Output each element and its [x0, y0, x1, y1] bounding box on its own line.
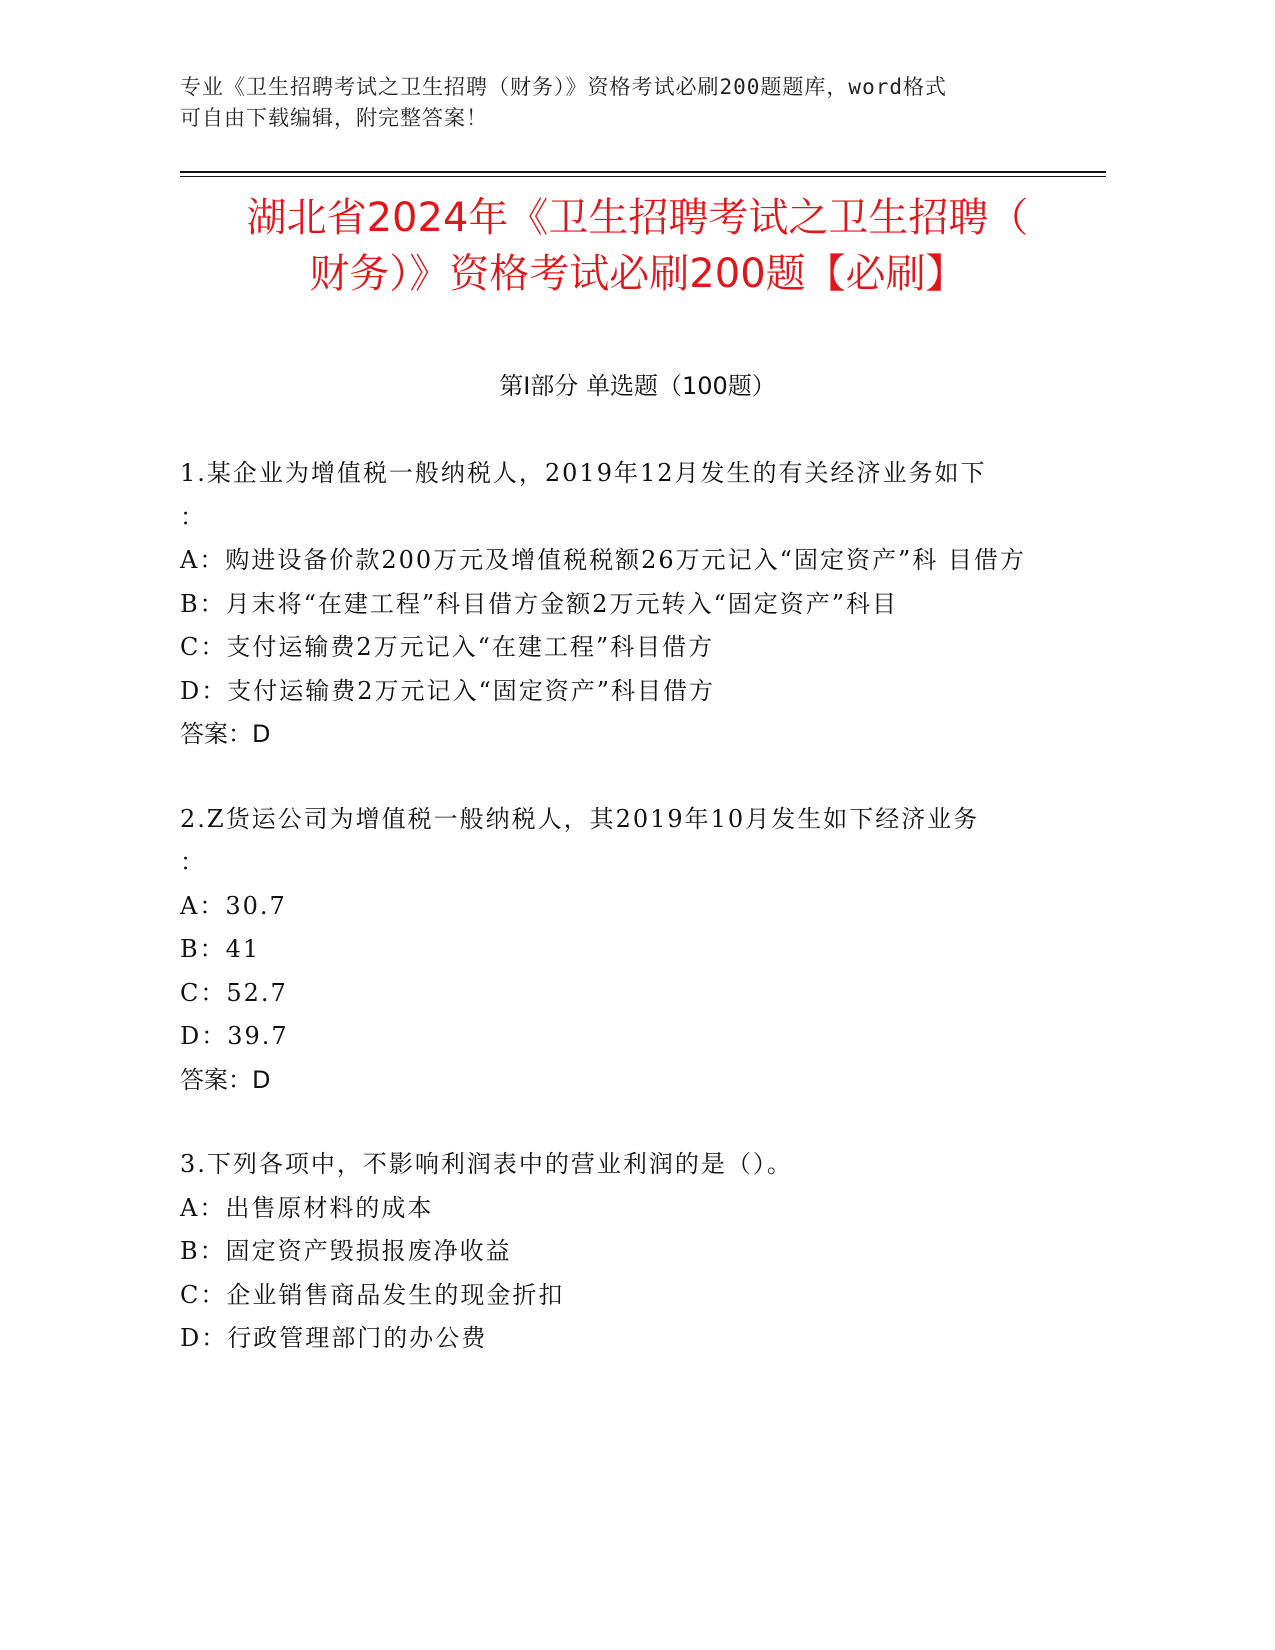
question-stem-line-2: ： — [180, 848, 206, 876]
header-divider-thick — [180, 171, 1106, 173]
document-title-line-2: 财务）》资格考试必刷200题【必刷】 — [309, 251, 966, 297]
question-stem — [180, 452, 1060, 539]
question-2 — [180, 798, 1060, 1103]
option-b: B：月末将“在建工程”科目借方金额2万元转入“固定资产”科目 — [180, 589, 898, 618]
header-note-line-1: 专业《卫生招聘考试之卫生招聘（财务）》资格考试必刷200题题库，word格式 — [180, 75, 947, 99]
question-1 — [180, 452, 1060, 757]
option-c: C：52.7 — [180, 978, 288, 1007]
question-3 — [180, 1143, 1060, 1361]
option-b: B：固定资产毁损报废净收益 — [180, 1237, 512, 1265]
option-a — [180, 539, 1060, 583]
question-stem-line-1: 1.某企业为增值税一般纳税人，2019年12月发生的有关经济业务如下 — [180, 459, 987, 487]
question-list — [180, 452, 1060, 1402]
option-b: B：41 — [180, 935, 261, 963]
option-c: C：企业销售商品发生的现金折扣 — [180, 1280, 565, 1309]
document-title — [160, 190, 1115, 302]
header-divider-thin — [180, 176, 1106, 177]
option-a: A：30.7 — [180, 891, 287, 920]
question-stem: 3.下列各项中，不影响利润表中的营业利润的是（）。 — [180, 1150, 793, 1178]
option-d: D：行政管理部门的办公费 — [180, 1324, 488, 1352]
answer-line: 答案：D — [180, 1065, 271, 1094]
question-stem — [180, 798, 1060, 885]
question-stem-line-2: ： — [180, 502, 206, 531]
document-title-line-1: 湖北省2024年《卫生招聘考试之卫生招聘（ — [246, 195, 1029, 241]
option-line-1: A：购进设备价款200万元及增值税税额26万元记入“固定资产”科 — [180, 546, 939, 574]
question-stem-line-1: 2.Z货运公司为增值税一般纳税人，其2019年10月发生如下经济业务 — [180, 804, 980, 833]
option-d: D：支付运输费2万元记入“固定资产”科目借方 — [180, 676, 716, 705]
header-note-line-2: 可自由下载编辑，附完整答案！ — [180, 106, 488, 130]
option-line-2: 目借方 — [947, 546, 1026, 574]
header-note — [180, 72, 1050, 134]
answer-line: 答案：D — [180, 720, 271, 748]
option-c: C：支付运输费2万元记入“在建工程”科目借方 — [180, 633, 715, 661]
option-d: D：39.7 — [180, 1022, 289, 1050]
option-a: A：出售原材料的成本 — [180, 1193, 434, 1222]
section-heading: 第I部分 单选题（100题） — [499, 372, 776, 400]
